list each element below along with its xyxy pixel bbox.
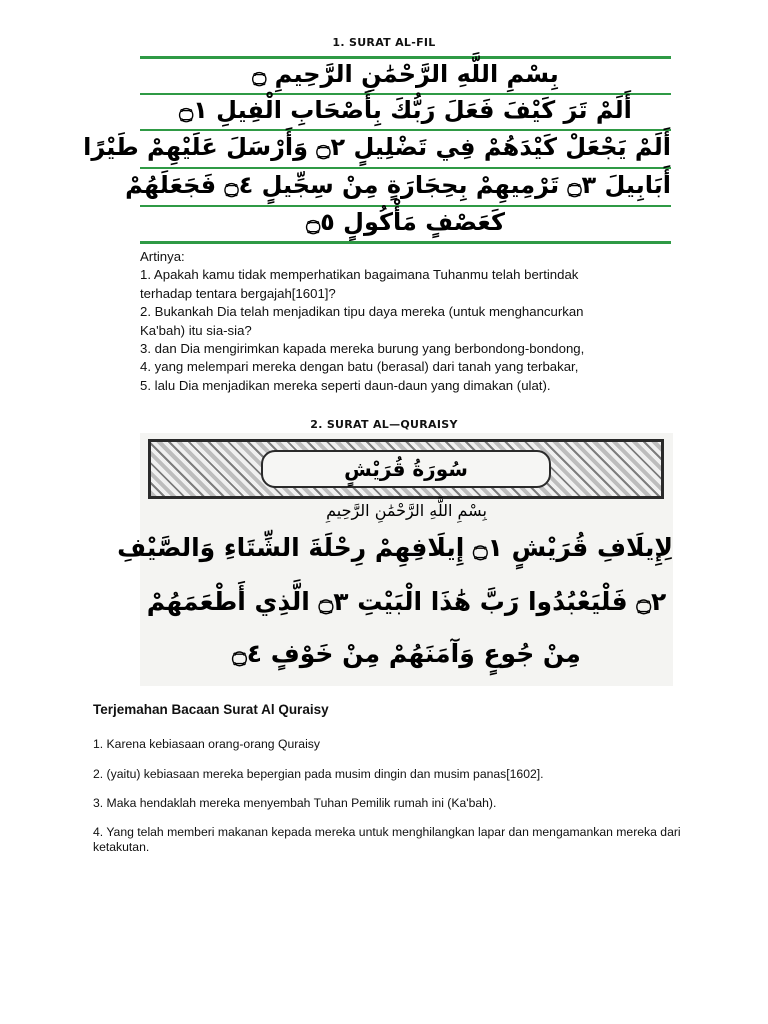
green-rule (140, 205, 671, 207)
translation-line: 1. Apakah kamu tidak memperhatikan bagaimana Tuhanmu telah bertindak (140, 267, 579, 283)
green-rule (140, 167, 671, 169)
arabic-line: ۝٢ فَلْيَعْبُدُوا رَبَّ هَٰذَا الْبَيْتِ ۝٣ الَّذِي أَطْعَمَهُمْ (146, 587, 667, 616)
terjemahan-item: 2. (yaitu) kebiasaan mereka bepergian pada musim dingin dan musim panas[1602]. (93, 767, 544, 781)
arabic-line: أَلَمْ يَجْعَلْ كَيْدَهُمْ فِي تَضْلِيلٍ ۝٢ وَأَرْسَلَ عَلَيْهِمْ طَيْرًا (83, 133, 671, 161)
arabic-line: كَعَصْفٍ مَأْكُولٍ ۝٥ (306, 208, 505, 236)
translation-line: 3. dan Dia mengirimkan kapada mereka burung yang berbondong-bondong, (140, 341, 585, 357)
green-rule (140, 56, 671, 59)
al-fil-translation (140, 248, 680, 395)
surah-title-cartouche: سُورَةُ قُرَيْشٍ (261, 450, 551, 488)
translation-line: 2. Bukankah Dia telah menjadikan tipu daya mereka (untuk menghancurkan (140, 304, 584, 320)
arabic-line: أَلَمْ تَرَ كَيْفَ فَعَلَ رَبُّكَ بِأَصْحَابِ الْفِيلِ ۝١ (179, 96, 632, 124)
terjemahan-item: 1. Karena kebiasaan orang-orang Quraisy (93, 737, 320, 751)
translation-line: Ka'bah) itu sia-sia? (140, 322, 252, 338)
bismillah: بِسْمِ اللَّهِ الرَّحْمَٰنِ الرَّحِيمِ (326, 501, 487, 520)
arabic-line: مِنْ جُوعٍ وَآمَنَهُمْ مِنْ خَوْفٍ ۝٤ (232, 639, 581, 668)
translation-line: 4. yang melempari mereka dengan batu (berasal) dari tanah yang terbakar, (140, 359, 579, 375)
arabic-line: لِإِيلَافِ قُرَيْشٍ ۝١ إِيلَافِهِمْ رِحْلَةَ الشِّتَاءِ وَالصَّيْفِ (117, 533, 673, 562)
arabic-line: أَبَابِيلَ ۝٣ تَرْمِيهِمْ بِحِجَارَةٍ مِنْ سِجِّيلٍ ۝٤ فَجَعَلَهُمْ (125, 171, 671, 199)
surat-al-fil-arabic-image (83, 56, 671, 245)
terjemahan-item: 4. Yang telah memberi makanan kepada mereka untuk menghilangkan lapar dan mengamankan mereka dari ketakutan. (93, 825, 681, 854)
green-rule (140, 93, 671, 95)
surat-al-fil-heading: 1. SURAT AL-FIL (332, 36, 436, 49)
terjemahan-title: Terjemahan Bacaan Surat Al Quraisy (93, 702, 329, 717)
arabic-line: بِسْمِ اللَّهِ الرَّحْمَٰنِ الرَّحِيمِ ۝ (252, 60, 559, 88)
green-rule (140, 129, 671, 131)
surat-al-quraisy-heading: 2. SURAT AL—QURAISY (310, 418, 458, 431)
ornamental-frame (148, 439, 664, 499)
translation-line: 5. lalu Dia menjadikan mereka seperti daun-daun yang dimakan (ulat). (140, 377, 551, 393)
translation-line: terhadap tentara bergajah[1601]? (140, 285, 336, 301)
surat-al-quraisy-arabic-image (117, 433, 673, 686)
translation-label: Artinya: (140, 249, 185, 264)
terjemahan-item: 3. Maka hendaklah mereka menyembah Tuhan Pemilik rumah ini (Ka'bah). (93, 796, 497, 810)
green-rule (140, 241, 671, 244)
